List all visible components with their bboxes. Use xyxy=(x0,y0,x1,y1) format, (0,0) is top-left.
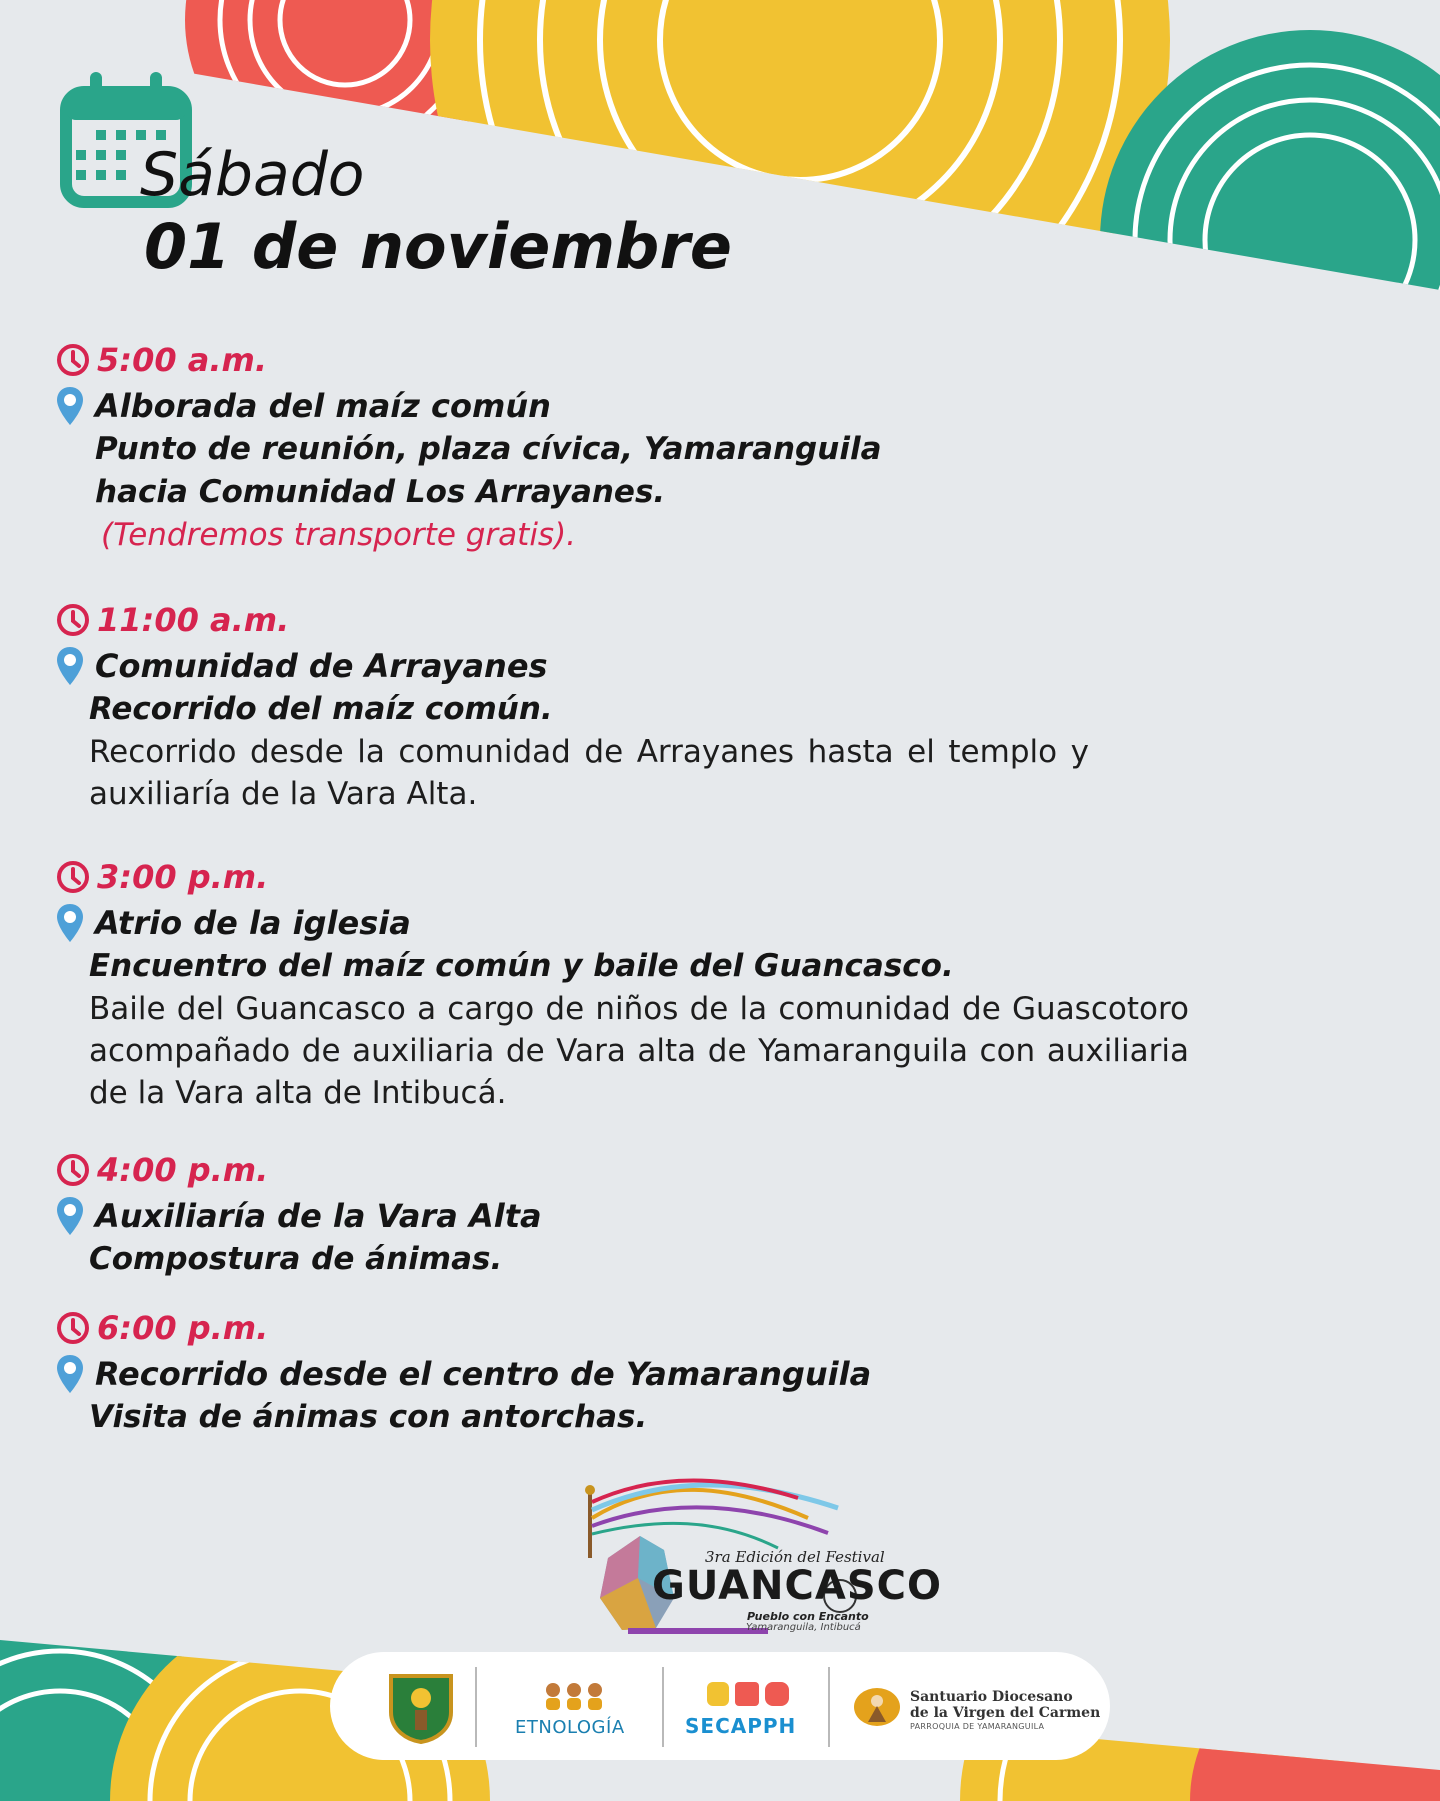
event-time: 5:00 a.m. xyxy=(97,341,267,379)
secapph-icon xyxy=(705,1678,795,1710)
secapph-label: SECAPPH xyxy=(685,1714,797,1738)
clock-icon xyxy=(55,1152,91,1188)
event-place: Recorrido desde el centro de Yamaranguila xyxy=(95,1355,872,1393)
event-detail: hacia Comunidad Los Arrayanes. xyxy=(95,474,666,510)
footer-divider xyxy=(475,1667,477,1747)
location-pin-icon xyxy=(55,385,85,427)
event-detail: Recorrido del maíz común. xyxy=(89,691,553,727)
festival-tagline: Pueblo con Encanto xyxy=(747,1610,869,1623)
festival-location: Yamaranguila, Intibucá xyxy=(746,1622,861,1633)
event-item xyxy=(55,600,1205,815)
municipal-shield-logo xyxy=(385,1668,457,1744)
event-time: 4:00 p.m. xyxy=(97,1151,269,1189)
event-time: 6:00 p.m. xyxy=(97,1309,269,1347)
festival-edition: 3ra Edición del Festival xyxy=(705,1548,885,1566)
santuario-line-3: PARROQUIA DE YAMARANGUILA xyxy=(910,1722,1045,1731)
clock-icon xyxy=(55,602,91,638)
day-title: Sábado xyxy=(140,140,365,210)
event-detail: Encuentro del maíz común y baile del Guancasco. xyxy=(89,948,954,984)
event-item xyxy=(55,857,1205,1114)
event-item xyxy=(55,1308,1205,1439)
santuario-line-1: Santuario Diocesano xyxy=(910,1689,1073,1705)
clock-icon xyxy=(55,1310,91,1346)
event-item xyxy=(55,1150,1205,1281)
event-detail: Compostura de ánimas. xyxy=(89,1241,503,1277)
date-title: 01 de noviembre xyxy=(144,210,732,283)
virgin-image-icon xyxy=(852,1686,902,1728)
location-pin-icon xyxy=(55,1195,85,1237)
event-item xyxy=(55,340,1205,557)
event-note: (Tendremos transporte gratis). xyxy=(101,517,577,553)
event-place: Alborada del maíz común xyxy=(95,387,551,425)
event-time: 3:00 p.m. xyxy=(97,858,269,896)
sponsor-footer xyxy=(330,1652,1110,1760)
festival-name: GUANCASCO xyxy=(652,1563,942,1609)
event-description: Baile del Guancasco a cargo de niños de la comunidad de Guascotoro acompañado de auxiliaria de Vara alta de Yamaranguila con auxiliaria de la Vara alta de Intibucá. xyxy=(89,991,1189,1111)
event-time: 11:00 a.m. xyxy=(97,601,290,639)
event-description: Recorrido desde la comunidad de Arrayanes hasta el templo y auxiliaría de la Vara Alta. xyxy=(89,734,1089,812)
location-pin-icon xyxy=(55,902,85,944)
event-detail: Visita de ánimas con antorchas. xyxy=(89,1399,648,1435)
footer-divider xyxy=(828,1667,830,1747)
event-place: Auxiliaría de la Vara Alta xyxy=(95,1197,542,1235)
event-detail: Punto de reunión, plaza cívica, Yamaranguila xyxy=(95,431,882,467)
location-pin-icon xyxy=(55,1353,85,1395)
location-pin-icon xyxy=(55,645,85,687)
etnologia-icon xyxy=(543,1680,605,1712)
santuario-line-2: de la Virgen del Carmen xyxy=(910,1705,1101,1721)
clock-icon xyxy=(55,342,91,378)
event-place: Comunidad de Arrayanes xyxy=(95,647,548,685)
event-place: Atrio de la iglesia xyxy=(95,904,411,942)
clock-icon xyxy=(55,859,91,895)
footer-divider xyxy=(662,1667,664,1747)
etnologia-label: ETNOLOGÍA xyxy=(515,1717,625,1738)
